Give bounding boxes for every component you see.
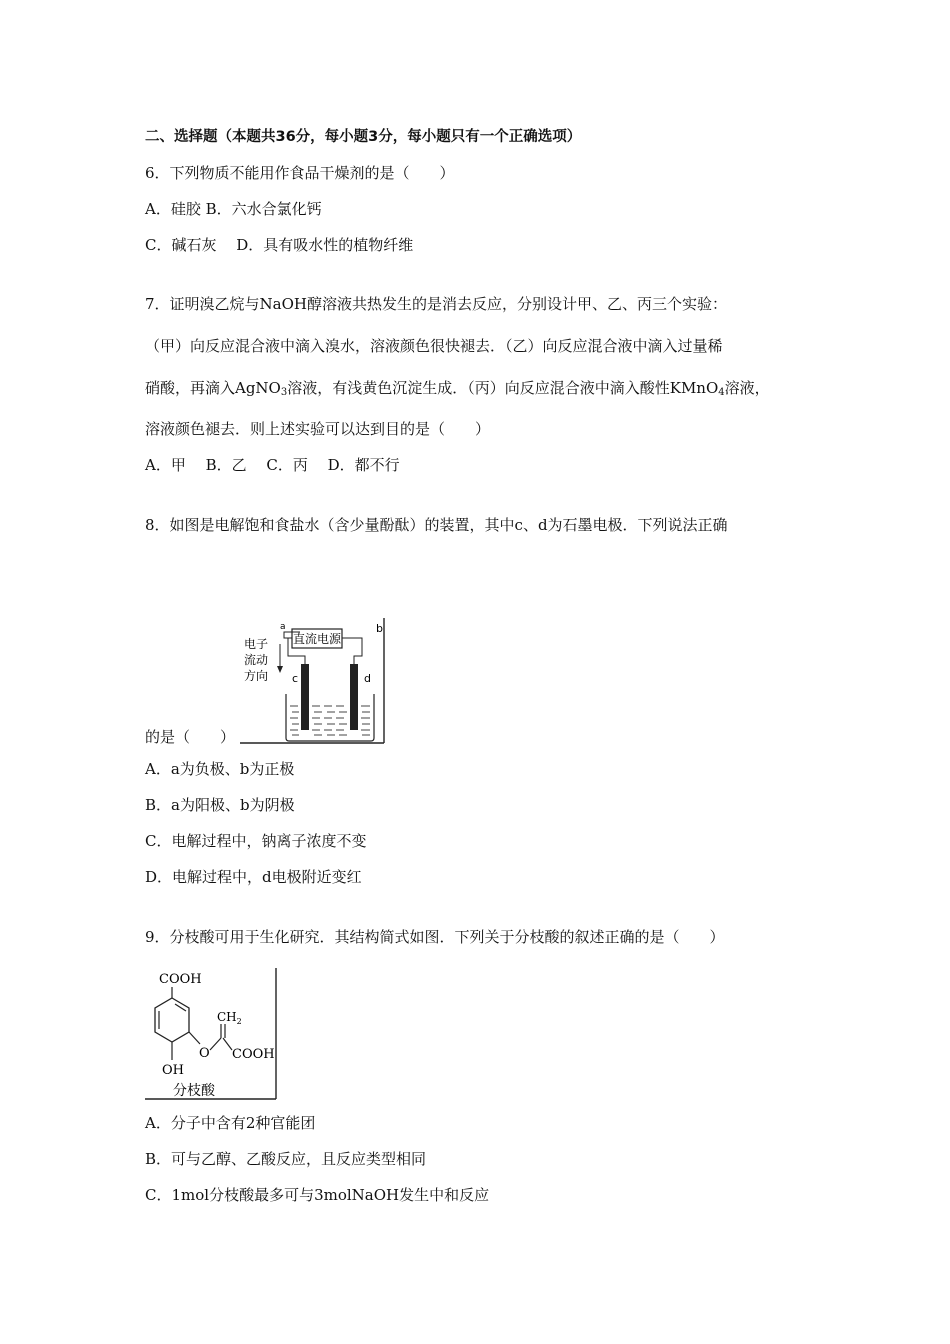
terminal-a-label: a (280, 622, 286, 632)
electron-flow-label-2: 流动 (244, 653, 269, 667)
electrode-d (350, 664, 358, 730)
structure-caption: 分枝酸 (173, 1083, 215, 1099)
wire-right (342, 638, 362, 664)
question-7-line-4: 溶液颜色褪去．则上述实验可以达到目的是（ ） (145, 420, 491, 438)
question-9-option-c: C．1mol分枝酸最多可与3molNaOH发生中和反应 (145, 1186, 490, 1204)
electrode-c (301, 664, 309, 730)
question-8-stem-end: 的是（ ） (145, 728, 236, 746)
electrolysis-figure (240, 618, 390, 744)
question-8-option-b: B．a为阳极、b为阴极 (145, 796, 295, 814)
ch2-label: $CH_2$ (217, 1010, 242, 1026)
terminal-b-label: b (376, 622, 383, 635)
cooh-right-label: COOH (232, 1047, 275, 1062)
question-7-stem: 7．证明溴乙烷与NaOH醇溶液共热发生的是消去反应，分别设计甲、乙、丙三个实验： (145, 295, 727, 313)
question-8-option-a: A．a为负极、b为正极 (145, 760, 295, 778)
question-8-stem: 8．如图是电解饱和食盐水（含少量酚酞）的装置，其中c、d为石墨电极．下列说法正确 (145, 516, 728, 534)
q7-line3-part-c: 溶液， (724, 379, 770, 397)
electron-flow-label-3: 方向 (244, 669, 269, 683)
cooh-top-label: COOH (159, 972, 202, 987)
question-9-option-b: B．可与乙醇、乙酸反应，且反应类型相同 (145, 1150, 427, 1168)
electron-flow-label-1: 电子 (244, 637, 269, 651)
question-9-option-a: A．分子中含有2种官能团 (145, 1114, 316, 1132)
section-title: 二、选择题（本题共36分，每小题3分，每小题只有一个正确选项） (145, 129, 582, 145)
ether-o-label: O (199, 1046, 210, 1061)
question-7-options: A．甲 B．乙 C．丙 D．都不行 (145, 456, 400, 474)
arrow-head-icon (277, 666, 283, 673)
question-6-options-1: A．硅胶 B．六水合氯化钙 (145, 200, 322, 218)
ring (155, 998, 189, 1042)
power-supply-label: 直流电源 (292, 632, 342, 646)
q7-subscript-3: 3 (280, 387, 288, 398)
electrode-d-label: d (364, 672, 371, 685)
q7-subscript-4: 4 (718, 387, 725, 398)
question-7-line-3 (145, 378, 770, 403)
oh-label: OH (162, 1063, 184, 1078)
question-9-stem: 9．分枝酸可用于生化研究．其结构简式如图．下列关于分枝酸的叙述正确的是（ ） (145, 928, 725, 946)
question-6-stem: 6．下列物质不能用作食品干燥剂的是（ ） (145, 164, 455, 182)
q7-line3-part-a: 硝酸，再滴入AgNO (145, 379, 281, 397)
question-7-line-2: （甲）向反应混合液中滴入溴水，溶液颜色很快褪去．（乙）向反应混合液中滴入过量稀 (145, 337, 723, 355)
q7-line3-part-b: 溶液，有浅黄色沉淀生成．（丙）向反应混合液中滴入酸性KMnO (287, 379, 719, 397)
chorismic-acid-structure (145, 966, 280, 1102)
electrode-c-label: c (292, 672, 299, 685)
question-8-option-c: C．电解过程中，钠离子浓度不变 (145, 832, 367, 850)
question-6-options-2: C．碱石灰 D．具有吸水性的植物纤维 (145, 236, 414, 254)
question-8-option-d: D．电解过程中，d电极附近变红 (145, 868, 362, 886)
